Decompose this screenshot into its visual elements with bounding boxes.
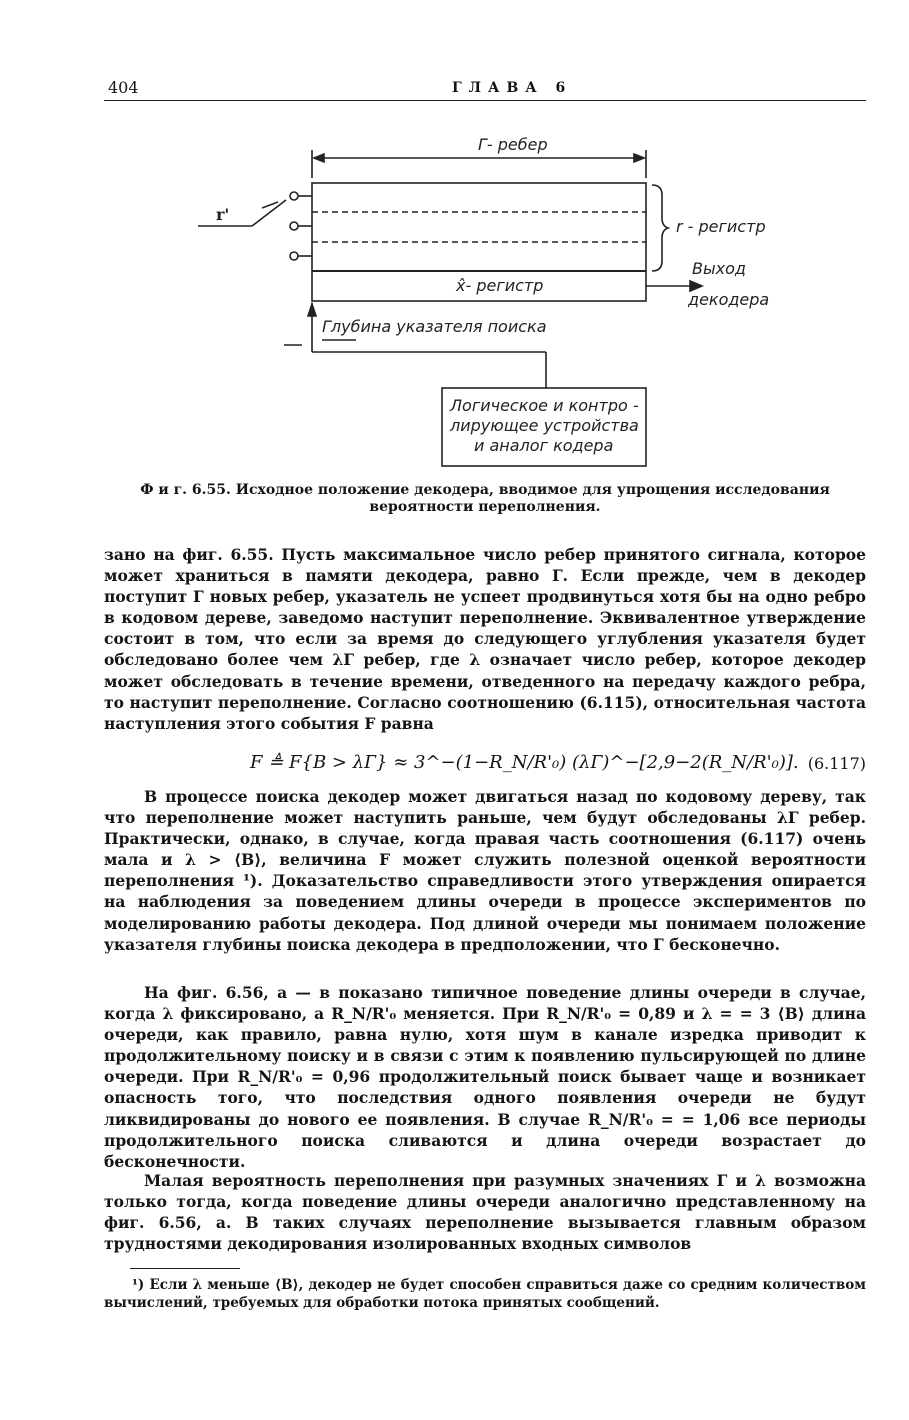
figure-caption xyxy=(104,482,866,516)
logic-label-3: и аналог кодера xyxy=(474,436,614,455)
gamma-arrow-right xyxy=(634,154,644,162)
paragraph-2-text: В процессе поиска декодер может двигаться назад по кодовому дереву, так что переполнение может наступить раньше, чем будут обследованы λГ ребер. Практически, однако, в случае, когда правая часть соотношения (6.117) очень мала и λ > ⟨B⟩, величина F может служить полезной оценкой вероятности переполнения ¹). Доказательство справедливости этого утверждения опирается на наблюдения за поведением длины очереди в процессе экспериментов по моделированию работы декодера. Под длиной очереди мы понимаем положение указателя глубины поиска декодера в предположении, что Г бесконечно. xyxy=(104,787,866,954)
r-register-bracket xyxy=(652,185,668,271)
gamma-arrow-left xyxy=(314,154,324,162)
r-register-label: r - регистр xyxy=(676,217,766,236)
pointer-arrow xyxy=(308,304,316,316)
chapter-title: ГЛАВА 6 xyxy=(452,80,573,96)
paragraph-2 xyxy=(104,786,866,955)
footnote xyxy=(104,1276,866,1312)
caption-line-1: Ф и г. 6.55. Исходное положение декодера, вводимое для упрощения исследования xyxy=(140,482,830,498)
paragraph-4 xyxy=(104,1170,866,1254)
x-register-label: x̂- регистр xyxy=(456,276,544,295)
contact-3 xyxy=(290,252,298,260)
switch-blade xyxy=(252,200,286,226)
gamma-label: Г- ребер xyxy=(478,135,548,154)
contact-1 xyxy=(290,192,298,200)
logic-label-2: лирующее устройства xyxy=(450,416,639,435)
page-number: 404 xyxy=(108,78,139,97)
output-label-2: декодера xyxy=(688,290,770,309)
formula-6-117 xyxy=(104,752,866,782)
paragraph-3-text: На фиг. 6.56, а — в показано типичное поведение длины очереди в случае, когда λ фиксировано, а R_N/R'₀ меняется. При R_N/R'₀ = 0,89 и λ = = 3 ⟨B⟩ длина очереди, как правило, равна нулю, хотя шум в канале изредка приводит к продолжительному поиску и в связи с этим к появлению пульсирующей по длине очереди. При R_N/R'₀ = 0,96 продолжительный поиск бывает чаще и возникает опасность того, что последствия одного появления очереди не будут ликвидированы до нового ее появления. В случае R_N/R'₀ = = 1,06 все периоды продолжительного поиска сливаются и длина очереди возрастает до бесконечности. xyxy=(104,983,866,1171)
paragraph-4-text: Малая вероятность переполнения при разумных значениях Г и λ возможна только тогда, когда поведение длины очереди аналогично представленному на фиг. 6.56, а. В таких случаях переполнение вызывается главным образом трудностями декодирования изолированных входных символов xyxy=(104,1171,866,1254)
output-label-1: Выход xyxy=(692,259,746,278)
pointer-label: Глубина указателя поиска xyxy=(322,317,547,336)
logic-label-1: Логическое и контро - xyxy=(450,396,639,415)
paragraph-1-text: зано на фиг. 6.55. Пусть максимальное число ребер принятого сигнала, которое может храниться в памяти декодера, равно Г. Если прежде, чем в декодер поступит Г новых ребер, указатель не успеет продвинуться хотя бы на одно ребро в кодовом дереве, заведомо наступит переполнение. Эквивалентное утверждение состоит в том, что если за время до следующего углубления указателя будет обследовано более чем λГ ребер, где λ означает число ребер, которое декодер может обследовать в течение времени, отведенного на передачу каждого ребра, то наступит переполнение. Согласно соотношению (6.115), относительная частота наступления этого события F равна xyxy=(104,545,866,733)
formula-text: F ≜ F{B > λГ} ≈ 3^−(1−R_N/R'₀) (λГ)^−[2,9−2(R_N/R'₀)]. xyxy=(250,752,799,773)
footnote-rule xyxy=(130,1268,240,1269)
contact-2 xyxy=(290,222,298,230)
caption-line-2: вероятности переполнения. xyxy=(369,499,601,515)
decoder-diagram xyxy=(0,0,909,480)
paragraph-3 xyxy=(104,982,866,1172)
formula-number: (6.117) xyxy=(807,754,866,773)
paragraph-1 xyxy=(104,544,866,734)
input-label: r' xyxy=(216,205,230,224)
footnote-text: ¹) Если λ меньше ⟨B⟩, декодер не будет способен справиться даже со средним количеством вычислений, требуемых для обработки потока принятых сообщений. xyxy=(104,1277,866,1311)
